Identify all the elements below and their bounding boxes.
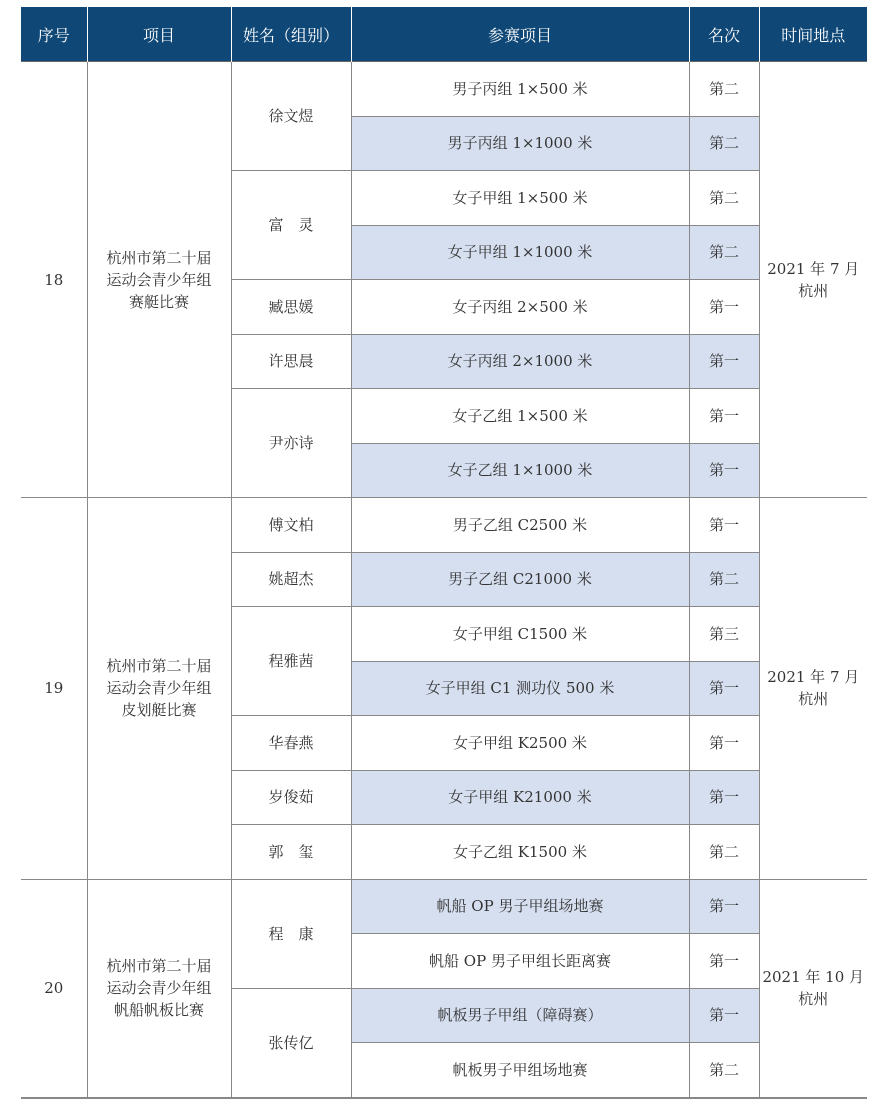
group-time-place: 2021 年 10 月 杭州 — [759, 879, 867, 1097]
athlete-name: 富 灵 — [231, 171, 351, 280]
event-cell: 男子丙组 1×1000 米 — [351, 116, 689, 171]
event-cell: 男子乙组 C2500 米 — [351, 498, 689, 553]
table-row — [21, 498, 867, 553]
athlete-name: 程雅茜 — [231, 607, 351, 716]
header-rank: 名次 — [689, 7, 759, 62]
rank-cell: 第二 — [689, 62, 759, 117]
table-row — [21, 879, 867, 934]
table-row — [21, 62, 867, 117]
rank-cell: 第一 — [689, 498, 759, 553]
rank-cell: 第二 — [689, 552, 759, 607]
table-bottom-rule — [21, 1098, 867, 1099]
event-cell: 女子甲组 K2500 米 — [351, 716, 689, 771]
rank-cell: 第一 — [689, 661, 759, 716]
rank-cell: 第一 — [689, 988, 759, 1043]
rank-cell: 第一 — [689, 334, 759, 389]
rank-cell: 第二 — [689, 825, 759, 880]
group-project: 杭州市第二十届 运动会青少年组 皮划艇比赛 — [87, 498, 231, 880]
header-project: 项目 — [87, 7, 231, 62]
event-cell: 女子丙组 2×500 米 — [351, 280, 689, 335]
event-cell: 男子乙组 C21000 米 — [351, 552, 689, 607]
group-time-place: 2021 年 7 月 杭州 — [759, 498, 867, 880]
athlete-name: 岁俊茹 — [231, 770, 351, 825]
event-cell: 女子甲组 K21000 米 — [351, 770, 689, 825]
athlete-name: 郭 玺 — [231, 825, 351, 880]
rank-cell: 第二 — [689, 1043, 759, 1098]
athlete-name: 张传亿 — [231, 988, 351, 1097]
group-seq: 19 — [21, 498, 87, 880]
header-row — [21, 7, 867, 62]
event-cell: 女子乙组 K1500 米 — [351, 825, 689, 880]
athlete-name: 傅文柏 — [231, 498, 351, 553]
event-cell: 帆船 OP 男子甲组场地赛 — [351, 879, 689, 934]
rank-cell: 第一 — [689, 934, 759, 989]
athlete-name: 臧思媛 — [231, 280, 351, 335]
rank-cell: 第一 — [689, 389, 759, 444]
event-cell: 帆板男子甲组（障碍赛） — [351, 988, 689, 1043]
rank-cell: 第二 — [689, 116, 759, 171]
event-cell: 女子丙组 2×1000 米 — [351, 334, 689, 389]
rank-cell: 第一 — [689, 879, 759, 934]
rank-cell: 第一 — [689, 770, 759, 825]
rank-cell: 第三 — [689, 607, 759, 662]
group-seq: 18 — [21, 62, 87, 498]
rank-cell: 第一 — [689, 443, 759, 498]
rank-cell: 第二 — [689, 171, 759, 226]
group-project: 杭州市第二十届 运动会青少年组 赛艇比赛 — [87, 62, 231, 498]
athlete-name: 程 康 — [231, 879, 351, 988]
group-project: 杭州市第二十届 运动会青少年组 帆船帆板比赛 — [87, 879, 231, 1097]
event-cell: 女子乙组 1×500 米 — [351, 389, 689, 444]
event-cell: 女子甲组 C1500 米 — [351, 607, 689, 662]
rank-cell: 第二 — [689, 225, 759, 280]
event-cell: 女子甲组 1×500 米 — [351, 171, 689, 226]
results-body — [21, 62, 867, 1098]
event-cell: 女子甲组 C1 测功仪 500 米 — [351, 661, 689, 716]
event-cell: 男子丙组 1×500 米 — [351, 62, 689, 117]
event-cell: 帆船 OP 男子甲组长距离赛 — [351, 934, 689, 989]
athlete-name: 华春燕 — [231, 716, 351, 771]
results-table — [21, 7, 867, 1098]
event-cell: 帆板男子甲组场地赛 — [351, 1043, 689, 1098]
group-time-place: 2021 年 7 月 杭州 — [759, 62, 867, 498]
athlete-name: 许思晨 — [231, 334, 351, 389]
group-seq: 20 — [21, 879, 87, 1097]
rank-cell: 第一 — [689, 716, 759, 771]
header-time-place: 时间地点 — [759, 7, 867, 62]
athlete-name: 姚超杰 — [231, 552, 351, 607]
header-event: 参赛项目 — [351, 7, 689, 62]
event-cell: 女子乙组 1×1000 米 — [351, 443, 689, 498]
athlete-name: 尹亦诗 — [231, 389, 351, 498]
event-cell: 女子甲组 1×1000 米 — [351, 225, 689, 280]
header-name: 姓名（组别） — [231, 7, 351, 62]
header-seq: 序号 — [21, 7, 87, 62]
athlete-name: 徐文煜 — [231, 62, 351, 171]
rank-cell: 第一 — [689, 280, 759, 335]
